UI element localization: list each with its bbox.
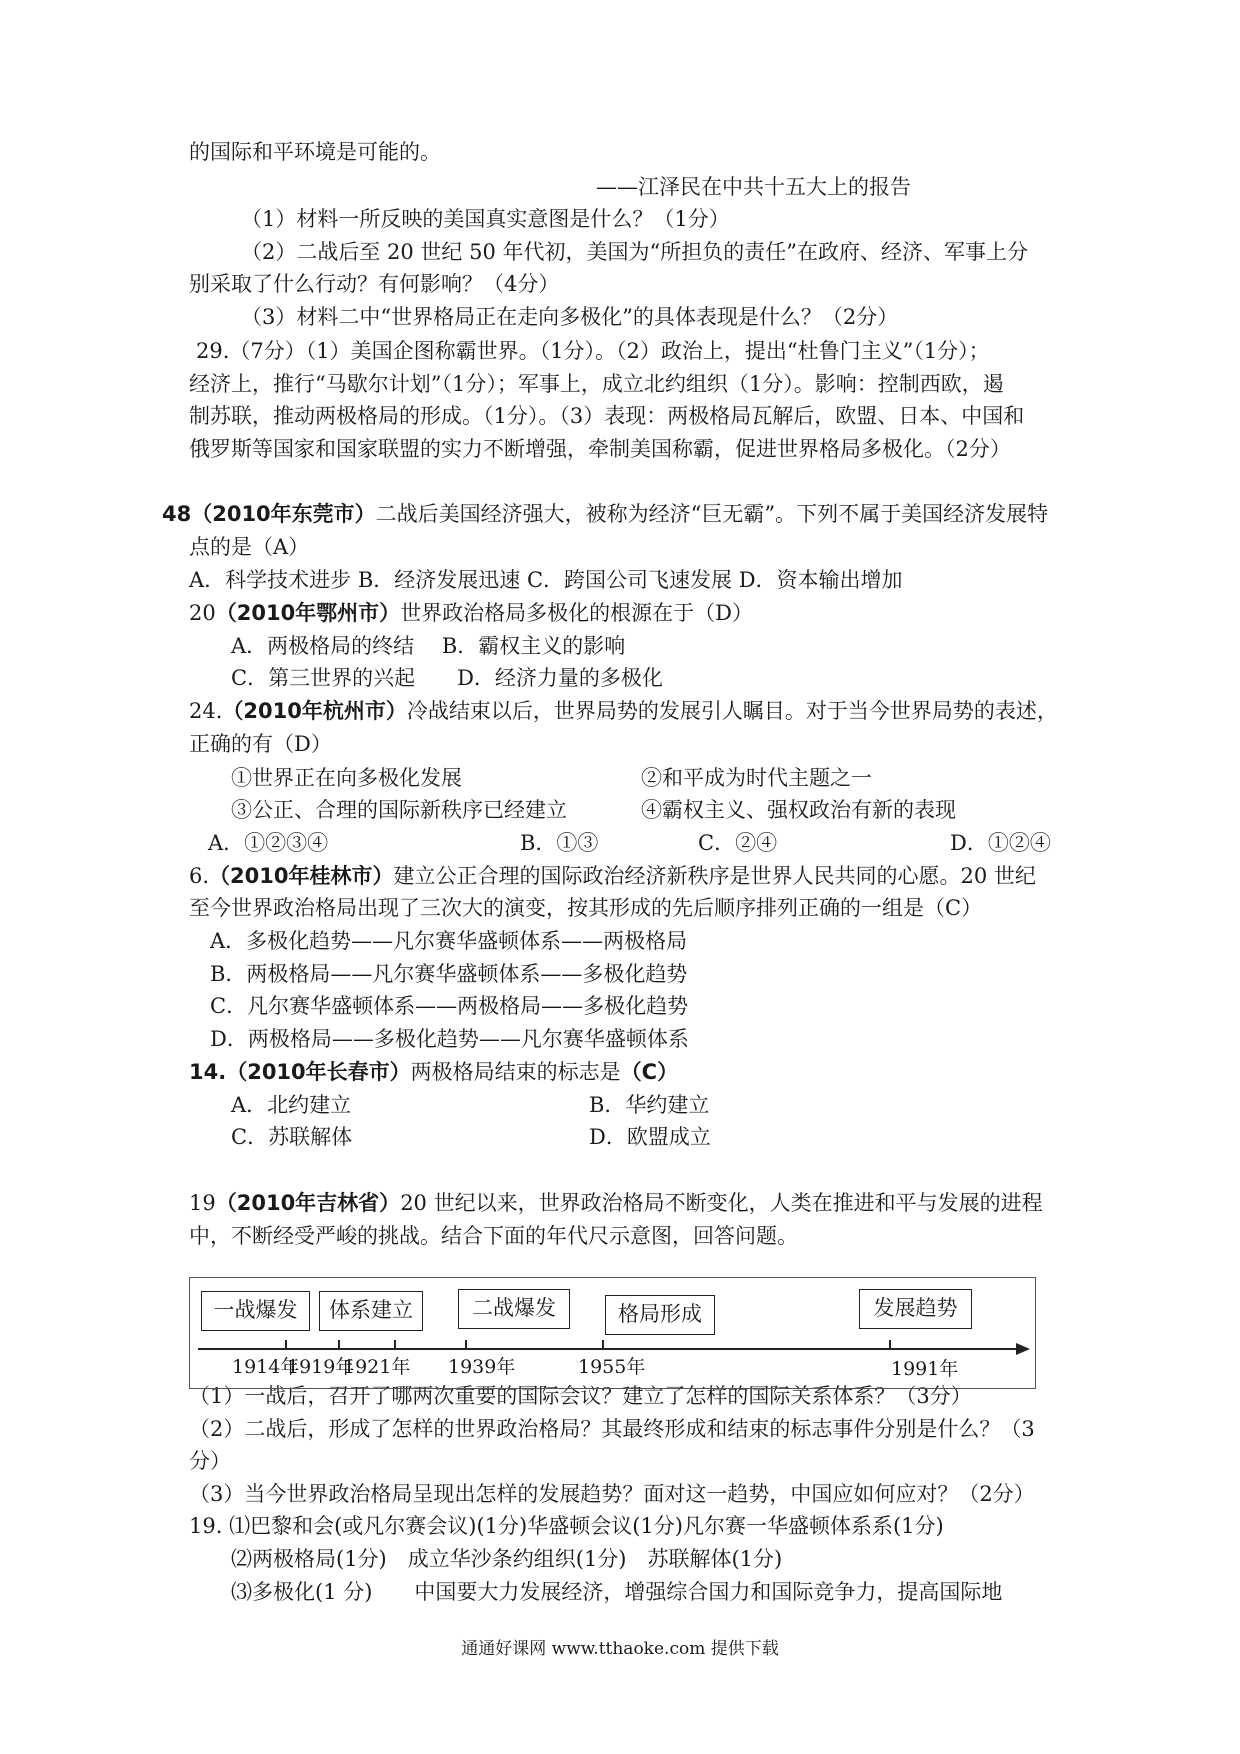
timeline-tick [465,1340,467,1349]
text-line: B．①③ [520,831,599,855]
question-source: （C） [620,1060,679,1084]
text-line: D．①②④ [950,831,1051,855]
question-text: 6. [189,864,210,888]
text-line: ⑵两极格局(1分) 成立华沙条约组织(1分) 苏联解体(1分) [231,1547,783,1571]
text-line: 制苏联，推动两极格局的形成。（1分）。（3）表现：两极格局瓦解后，欧盟、日本、中国和 [189,404,1025,428]
text-line: A．两极格局的终结 B．霸权主义的影响 [231,634,626,658]
timeline-box-4: 格局形成 [605,1295,715,1335]
text-line: 点的是（A） [189,535,310,559]
page-footer: 通通好课网 www.tthaoke.com 提供下载 [461,1639,779,1659]
text-line: A．多极化趋势——凡尔赛华盛顿体系——两极格局 [210,929,688,953]
text-line: C．第三世界的兴起 D．经济力量的多极化 [231,666,663,690]
text-line: D．两极格局——多极化趋势——凡尔赛华盛顿体系 [210,1027,689,1051]
timeline-year: 1921年 [343,1356,411,1378]
timeline-year: 1919年 [287,1356,355,1378]
timeline-tick [889,1340,891,1349]
timeline-year: 1939年 [448,1356,516,1378]
text-line: ③公正、合理的国际新秩序已经建立 [231,798,567,822]
question-text: 两极格局结束的标志是 [410,1060,621,1084]
question-line [189,861,1036,891]
question-line [162,499,1048,529]
text-line: C．凡尔赛华盛顿体系——两极格局——多极化趋势 [210,994,689,1018]
text-line: 俄罗斯等国家和国家联盟的实力不断增强，牵制美国称霸，促进世界格局多极化。（2分） [189,437,1011,461]
text-line: 29.（7分）（1）美国企图称霸世界。（1分）。（2）政治上，提出“杜鲁门主义”（1分）； [196,339,990,363]
question-text: 世界政治格局多极化的根源在于（D） [400,601,754,625]
text-line: 经济上，推行“马歇尔计划”（1分）；军事上，成立北约组织（1分）。影响：控制西欧，遏 [189,372,1004,396]
timeline-year: 1991年 [891,1358,959,1380]
text-line: 的国际和平环境是可能的。 [189,140,441,164]
text-line: ——江泽民在中共十五大上的报告 [596,175,911,199]
text-line: （3）当今世界政治格局呈现出怎样的发展趋势？面对这一趋势，中国应如何应对？（2分） [189,1482,1035,1506]
timeline-year: 1914年 [232,1356,300,1378]
timeline-axis [198,1348,1024,1350]
timeline-box-1: 一战爆发 [201,1291,310,1331]
text-line: （1）一战后，召开了哪两次重要的国际会议？建立了怎样的国际关系体系？（3分） [189,1384,972,1408]
question-text: 冷战结束以后，世界局势的发展引人瞩目。对于当今世界局势的表述， [406,699,1058,723]
question-source: （2010年杭州市） [222,699,407,723]
text-line: （2）二战后至 20 世纪 50 年代初，美国为“所担负的责任”在政府、经济、军事上分 [241,240,1028,264]
question-line [189,1057,678,1087]
question-source: 48（2010年东莞市） [162,502,376,526]
timeline-tick [285,1340,287,1349]
text-line: C．②④ [698,831,778,855]
text-line: ①世界正在向多极化发展 [231,766,462,790]
question-text: 20 [189,601,216,625]
timeline-tick [338,1340,340,1349]
text-line: （1）材料一所反映的美国真实意图是什么？（1分） [241,207,730,231]
question-source: （2010年鄂州市） [215,601,401,625]
text-line: ②和平成为时代主题之一 [641,766,872,790]
question-text: 20 世纪以来，世界政治格局不断变化，人类在推进和平与发展的进程 [400,1191,1043,1215]
question-line [189,696,1058,726]
text-line: A．科学技术进步 B．经济发展迅速 C．跨国公司飞速发展 D．资本输出增加 [189,568,903,592]
text-line: B．华约建立 [589,1093,710,1117]
question-source: （2010年桂林市） [209,864,394,888]
text-line: ⑶多极化(1 分) 中国要大力发展经济，增强综合国力和国际竞争力，提高国际地 [231,1580,1003,1604]
question-text: 24. [189,699,223,723]
text-line: B．两极格局——凡尔赛华盛顿体系——多极化趋势 [210,962,688,986]
text-line: （3）材料二中“世界格局正在走向多极化”的具体表现是什么？（2分） [241,305,899,329]
timeline-box-3: 二战爆发 [458,1289,570,1329]
text-line: ④霸权主义、强权政治有新的表现 [641,798,956,822]
question-source: （2010年吉林省） [215,1191,401,1215]
question-text: 建立公正合理的国际政治经济新秩序是世界人民共同的心愿。20 世纪 [393,864,1036,888]
question-line [189,1188,1043,1218]
text-line: C．苏联解体 [231,1125,353,1149]
timeline-box-2: 体系建立 [319,1291,423,1331]
timeline-arrowhead [1016,1343,1030,1355]
question-line [189,598,753,628]
text-line: A．北约建立 [231,1093,352,1117]
text-line: 中，不断经受严峻的挑战。结合下面的年代尺示意图，回答问题。 [189,1224,798,1248]
text-line: 别采取了什么行动？有何影响？（4分） [189,272,560,296]
timeline-year: 1955年 [578,1356,646,1378]
question-source: 14.（2010年长春市） [189,1060,411,1084]
timeline-tick [394,1340,396,1349]
timeline-box-5: 发展趋势 [859,1289,972,1329]
text-line: （2）二战后，形成了怎样的世界政治格局？其最终形成和结束的标志事件分别是什么？（3 [189,1417,1035,1441]
text-line: 正确的有（D） [189,732,332,756]
text-line: A．①②③④ [208,831,329,855]
timeline-diagram [189,1277,1036,1389]
timeline-tick [602,1340,604,1349]
question-text: 二战后美国经济强大，被称为经济“巨无霸”。下列不属于美国经济发展特 [375,502,1049,526]
text-line: 分） [189,1449,231,1473]
text-line: 至今世界政治格局出现了三次大的演变，按其形成的先后顺序排列正确的一组是（C） [189,896,983,920]
text-line: 19. ⑴巴黎和会(或凡尔赛会议)(1分)华盛顿会议(1分)凡尔赛一华盛顿体系系(1分) [189,1514,944,1538]
text-line: D．欧盟成立 [589,1125,711,1149]
question-text: 19 [189,1191,216,1215]
